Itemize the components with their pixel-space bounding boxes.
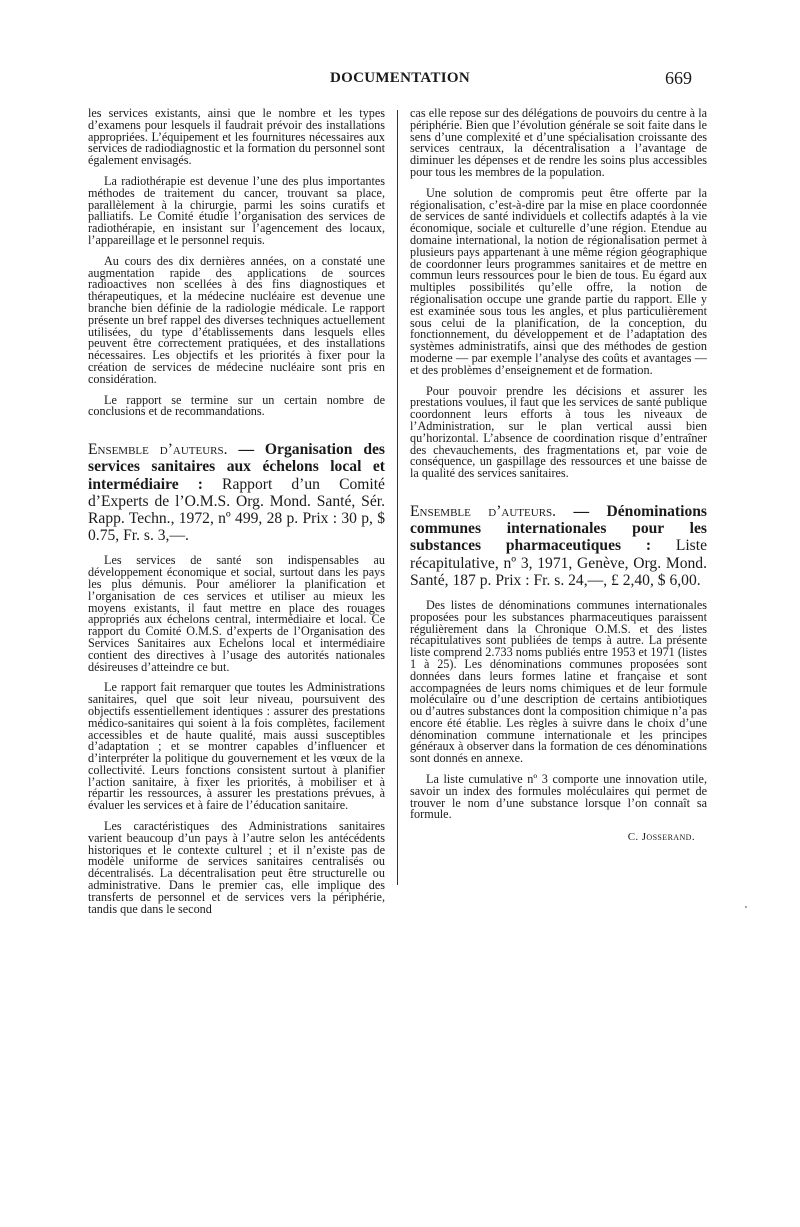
running-header-title: DOCUMENTATION bbox=[329, 70, 470, 86]
entry-details: Rapport d’un Comité d’Experts de l’O.M.S. Org. Mond. Santé, Sér. Rapp. Techn., 1972, nº 499, 28 p. Prix : 30 p, $ 0.75, Fr. s. 3,—. bbox=[88, 475, 385, 545]
entry-details: Liste récapitulative, nº 3, 1971, Genève, Org. Mond. Santé, 187 p. Prix : Fr. s. 24,—, £ 2,40, $ 6,00. bbox=[410, 537, 707, 589]
paragraph: les services existants, ainsi que le nombre et les types d’examens pour lesquels il faudrait prévoir des installations appropriées. L’équipement et les fournitures nécessaires aux services de radiodiagnostic et la formation du personnel sont également envisagés. bbox=[88, 106, 385, 168]
entry-author: Ensemble d’auteurs. bbox=[88, 441, 228, 459]
paragraph: Pour pouvoir prendre les décisions et assurer les prestations voulues, il faut que les services de santé publique coordonnent leurs efforts à tous les niveaux de l’Administration, sur le plan vertical aussi bien qu’horizontal. L’absence de coordination risque d’entraîner des chevauchements, des fragmentations et, par voie de conséquence, un gaspillage des ressources et une baisse de la qualité des services sanitaires. bbox=[410, 383, 707, 481]
paragraph: Les caractéristiques des Administrations sanitaires varient beaucoup d’un pays à l’autre selon les antécédents historiques et le contexte culturel ; et il n’existe pas de modèle uniforme de services sanitaires centralisés ou décentralisés. La décentralisation peut être structurelle ou administrative. Dans le premier cas, elle implique des transferts de personnel et de services vers la périphérie, tandis que dans le second bbox=[88, 819, 385, 916]
right-column bbox=[410, 108, 707, 843]
entry-author: Ensemble d’auteurs. bbox=[410, 502, 557, 520]
paragraph: La liste cumulative nº 3 comporte une innovation utile, savoir un index des formules moléculaires qui permet de trouver le nom d’une substance lorsque l’on connaît sa formule. bbox=[410, 772, 707, 822]
left-column bbox=[88, 108, 385, 924]
paragraph: cas elle repose sur des délégations de pouvoirs du centre à la périphérie. Bien que l’évolution générale se soit faite dans le sens d’une complexité et d’une spécialisation croissante des services centraux, la décentralisation a l’avantage de diminuer les dépenses et de rendre les soins plus accessibles pour tous les membres de la population. bbox=[410, 106, 707, 179]
paragraph: La radiothérapie est devenue l’une des plus importantes méthodes de traitement du cancer, trouvant sa place, parallèlement à la chirurgie, parmi les soins curatifs et palliatifs. Le Comité étudie l’organisation des services de radiothérapie, en insistant sur l’agencement des locaux, l’appareillage et le personnel requis. bbox=[88, 173, 385, 247]
bibliographic-entry bbox=[410, 503, 707, 589]
page-number: 669 bbox=[665, 68, 692, 88]
column-divider bbox=[397, 110, 398, 885]
signature: C. Josserand. bbox=[627, 831, 695, 844]
paragraph: Le rapport se termine sur un certain nombre de conclusions et de recommandations. bbox=[88, 392, 385, 419]
bibliographic-entry bbox=[88, 441, 385, 544]
entry-title: — Organisation des services sanitaires aux échelons local et intermédiaire : bbox=[88, 441, 385, 493]
scan-speck bbox=[745, 906, 747, 908]
paragraph: Au cours des dix dernières années, on a constaté une augmentation rapide des applications de sources radioactives non scellées à des fins diagnostiques et thérapeutiques, et la médecine nucléaire est devenue une branche bien définie de la radiologie médicale. Le rapport présente un bref rappel des diverses techniques actuellement utilisées, du type d’établissements dans lesquels elles peuvent être correctement pratiquées, et des installations nécessaires. Les objectifs et les priorités à fixer pour la création de services de médecine nucléaire sont pris en considération. bbox=[88, 253, 385, 386]
paragraph: Une solution de compromis peut être offerte par la régionalisation, c’est-à-dire par la mise en place coordonnée de services de santé individuels et collectifs adaptés à la vie économique, sociale et culturelle d’une région. Etendue au domaine international, la notion de régionalisation permet à plusieurs pays appartenant à une même région géographique de coordonner leurs programmes sanitaires et de mettre en commun leurs ressources pour le bien de tous. Eu égard aux multiples possibilités qu’elle offre, la notion de régionalisation occupe une grande partie du rapport. Elle y est examinée sous tous les angles, et plus particulièrement sous celui de la planification, de la conception, du fonctionnement, du développement et de l’adaptation des systèmes administratifs, ainsi que des méthodes de gestion moderne — par exemple l’analyse des coûts et avantages — et des problèmes d’enseignement et de formation. bbox=[410, 185, 707, 377]
paragraph: Les services de santé son indispensables au développement économique et social, surtout dans les pays les plus démunis. Pour améliorer la planification et l’organisation de ces services et utiliser au mieux les moyens existants, il faut mettre en place des rouages appropriés aux échelons central, intermédiaire et local. Ce rapport du Comité O.M.S. d’experts de l’Organisation des Services Sanitaires aux Echelons local et intermédiaire contient des directives à l’usage des autorités nationales désireuses d’atteindre ce but. bbox=[88, 553, 385, 674]
entry-title: — Dénominations communes internationales pour les substances pharmaceutiques : bbox=[410, 502, 707, 555]
paragraph: Des listes de dénominations communes internationales proposées pour les substances pharmaceutiques paraissent régulièrement dans la Chronique O.M.S. et des listes récapitulatives sont publiées de temps à autre. La présente liste comprend 2.733 noms publiés entre 1953 et 1971 (listes 1 à 25). Les dénominations communes proposées sont données dans leurs formes latine et française et sont accompagnées de leurs noms chimiques et de leur formule moléculaire ou d’une description de certains antibiotiques ou d’autres substances dont la composition chimique n’a pas encore été établie. Les règles à suivre dans le choix d’une dénomination commune internationale et les principes généraux à observer dans la formation de ces dénominations sont donnés en annexe. bbox=[410, 597, 707, 766]
paragraph: Le rapport fait remarquer que toutes les Administrations sanitaires, quel que soit leur niveau, poursuivent des objectifs essentiellement identiques : assurer des prestations médico-sanitaires qui soient à la fois complètes, facilement accessibles et de haute qualité, mais aussi susceptibles d’adaptation ; et se montrer capables d’influencer et d’interpréter la politique du gouvernement et les vœux de la collectivité. Leurs fonctions consistent surtout à planifier l’action sanitaire, à fixer les priorités, à mobiliser et à répartir les ressources, à assurer les prestations prévues, à évaluer les services et à faire de l’éducation sanitaire. bbox=[88, 680, 385, 813]
